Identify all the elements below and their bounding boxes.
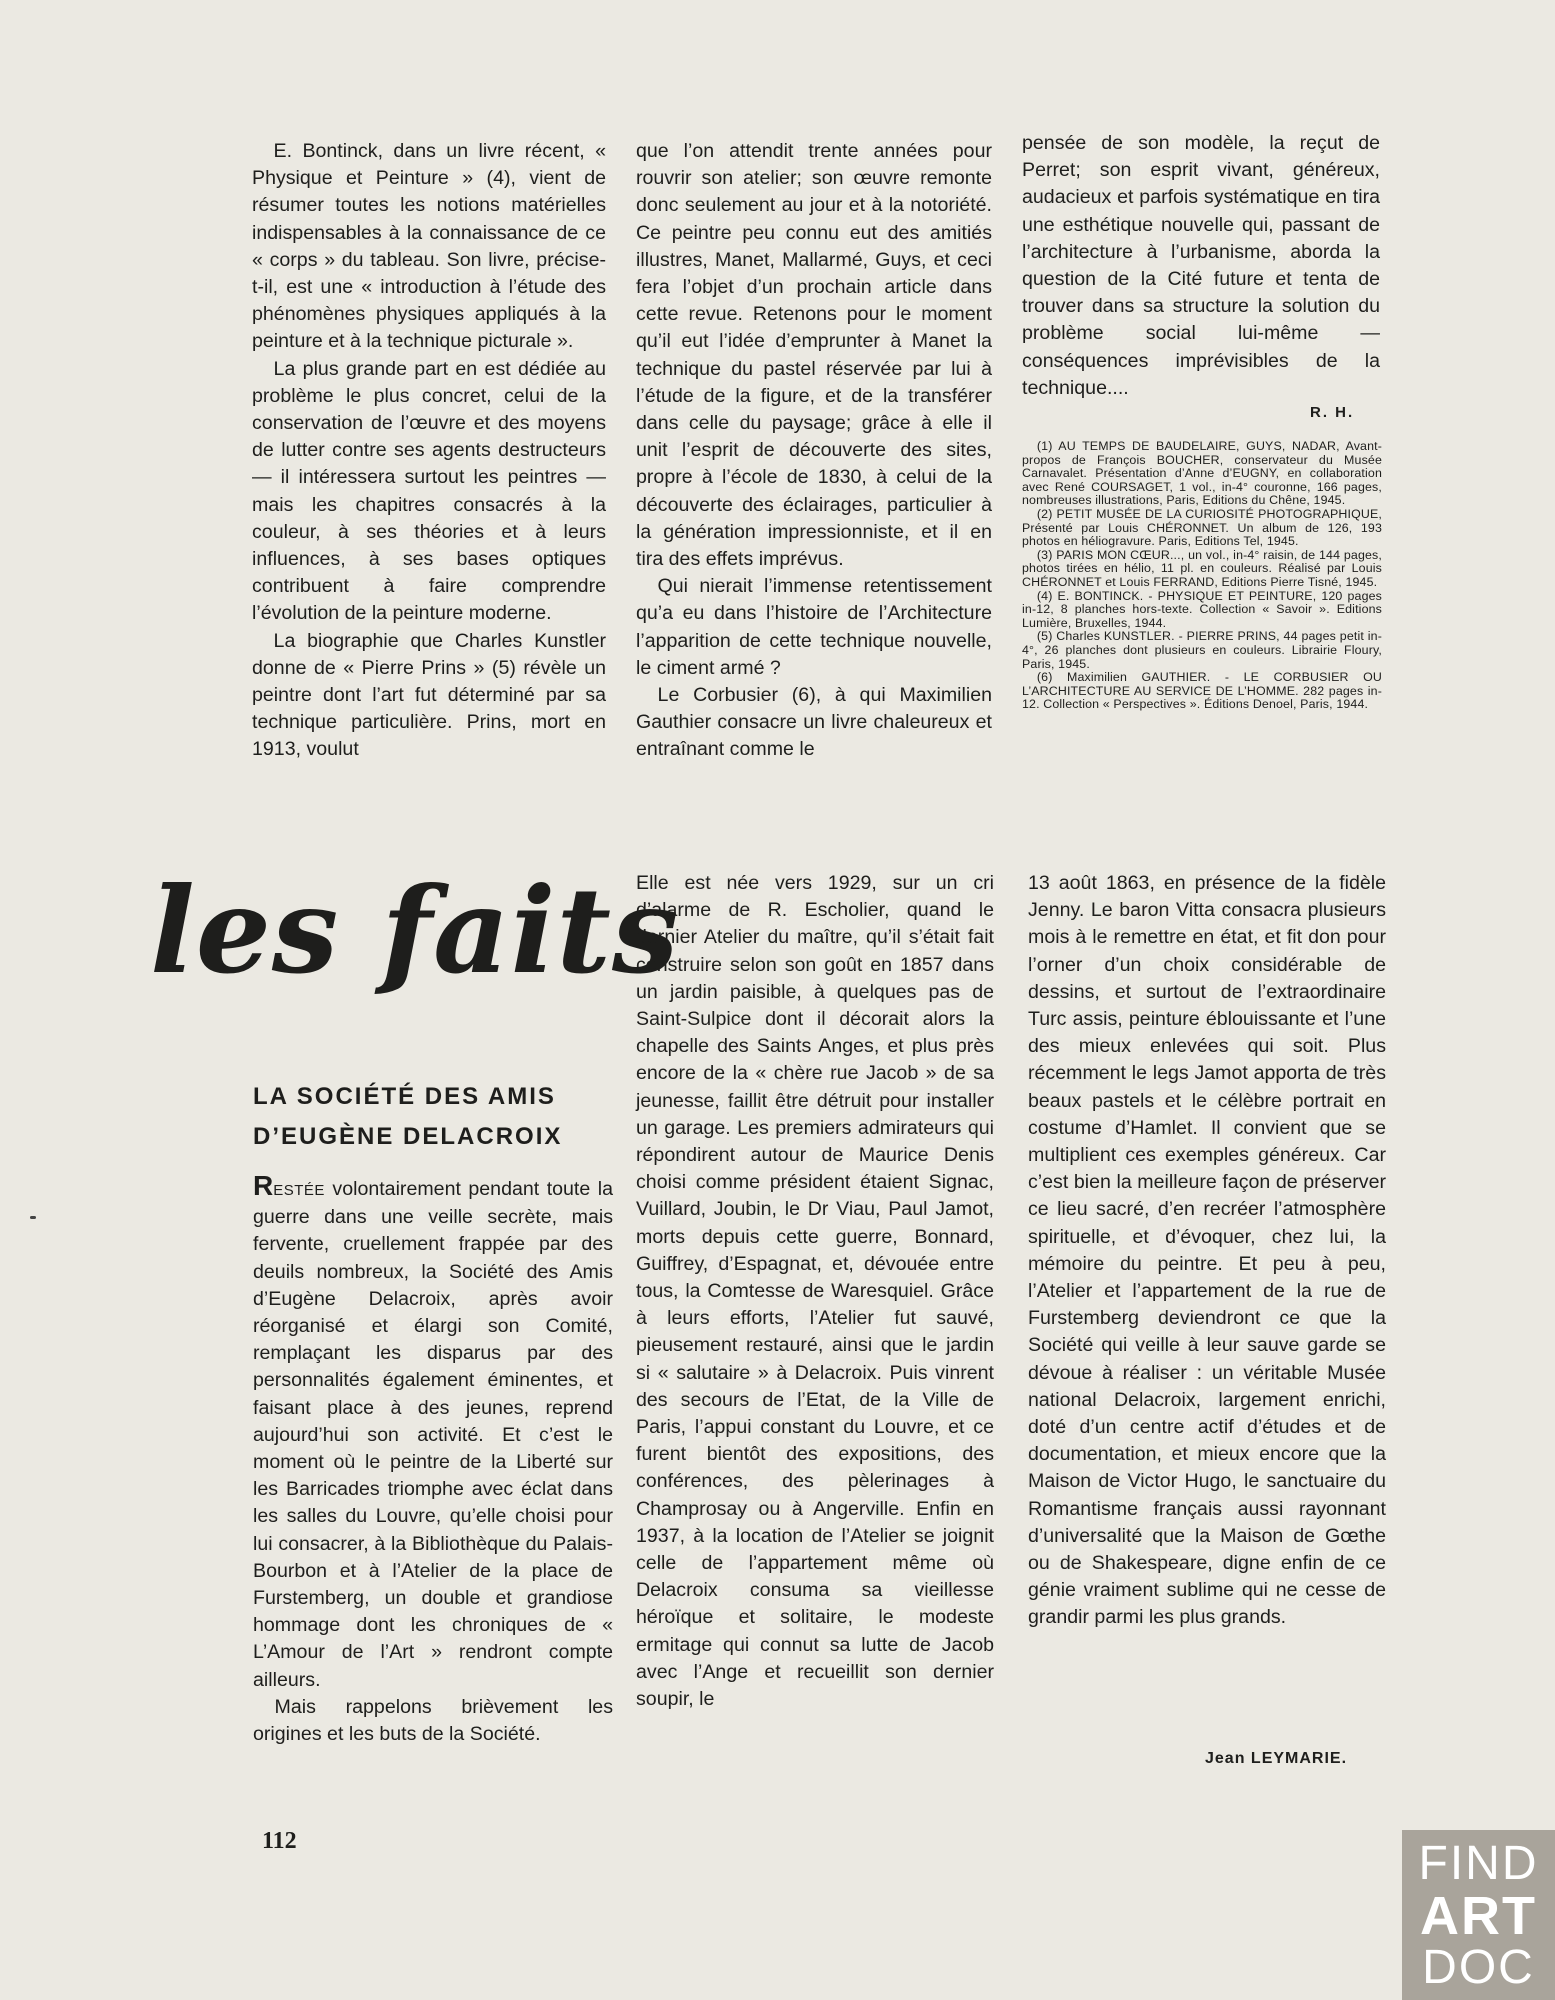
paragraph-text: volontairement pendant toute la guerre dans une veille secrète, mais fervente, cruellement frappée par des deuils nombreux, la Société des Amis d’Eugène Delacroix, après avoir réorganisé et élargi son Comité, remplaçant les disparus par des personnalités également éminentes, et faisant place à des jeunes, reprend aujourd’hui son activité. Et c’est le moment où le peintre de la Liberté sur les Barricades triomphe avec éclat dans les salles du Louvre, qu’elle choisi pour lui consacrer, à la Bibliothèque du Palais-Bourbon et à l’Atelier de la place de Furstemberg, un double et grandiose hommage dont les chroniques de « L’Amour de l’Art » rendront compte ailleurs. bbox=[253, 1178, 613, 1691]
footnote: (1) AU TEMPS DE BAUDELAIRE, GUYS, NADAR, Avant-propos de François BOUCHER, conservateur du Musée Carnavalet. Présentation d’Anne d’EUGNY, en collaboration avec René COURSAGET, 1 vol., in-4° couronne, 166 pages, nombreuses illustrations, Paris, Editions du Chêne, 1945. bbox=[1022, 439, 1382, 508]
watermark-line: FIND bbox=[1418, 1837, 1539, 1890]
paragraph: 13 août 1863, en présence de la fidèle Jenny. Le baron Vitta consacra plusieurs mois à le remettre en état, et fit don pour l’orner d’un choix considérable de dessins, et surtout de l’extraordinaire Turc assis, peinture éblouissante et l’une des mieux enlevées qui soit. Plus récemment le legs Jamot apporta de très beaux pastels et le célèbre portrait en costume d’Hamlet. Il convient que se multiplient ces exemples généreux. Car c’est bien la meilleure façon de préserver ce lieu sacré, d’en recréer l’atmosphère spirituelle, et d’évoquer, chez lui, la mémoire du peintre. Et peu à peu, l’Atelier et l’appartement de la rue de Furstemberg deviendront ce que la Société qui veille à leur sauve garde se dévoue à réaliser : un véritable Musée national Delacroix, largement enrichi, doté d’un centre actif d’études et de documentation, et mieux encore que la Maison de Victor Hugo, le sanctuaire du Romantisme français aussi rayonnant d’universalité que la Maison de Gœthe ou de Shakespeare, digne enfin de ce génie vraiment sublime qui ne cesse de grandir parmi les plus grands. bbox=[1028, 872, 1386, 1629]
watermark-logo bbox=[1402, 1830, 1555, 2000]
footnote: (4) E. BONTINCK. - PHYSIQUE ET PEINTURE, 120 pages in-12, 8 planches hors-texte. Collection « Savoir ». Editions Lumière, Bruxelles, 1944. bbox=[1022, 588, 1382, 630]
bottom-column-3 bbox=[1028, 870, 1386, 1632]
paragraph: Mais rappelons brièvement les origines et les buts de la Société. bbox=[253, 1695, 613, 1746]
paragraph: E. Bontinck, dans un livre récent, « Physique et Peinture » (4), vient de résumer toutes les notions matérielles indispensables à la connaissance de ce « corps » du tableau. Son livre, précise-t-il, est une « introduction à l’étude des phénomènes physiques appliqués à la peinture et à la technique picturale ». bbox=[252, 140, 606, 353]
footnote: (6) Maximilien GAUTHIER. - LE CORBUSIER OU L’ARCHITECTURE AU SERVICE DE L’HOMME. 282 pages in-12. Collection « Perspectives ». Éditions Denoel, Paris, 1944. bbox=[1022, 670, 1382, 712]
paragraph: La biographie que Charles Kunstler donne de « Pierre Prins » (5) révèle un peintre dont l’art fut déterminé par sa technique particulière. Prins, mort en 1913, voulut bbox=[252, 629, 606, 761]
small-caps-word: ESTÉE bbox=[273, 1182, 325, 1199]
watermark-line: DOC bbox=[1422, 1941, 1535, 1994]
top-column-2 bbox=[636, 138, 992, 764]
ink-speck bbox=[30, 1216, 36, 1219]
paragraph bbox=[253, 1172, 613, 1694]
article-title-line: D’EUGÈNE DELACROIX bbox=[253, 1123, 563, 1150]
top-column-3 bbox=[1022, 130, 1380, 402]
footnote: (3) PARIS MON CŒUR..., un vol., in-4° raisin, de 144 pages, photos tirées en hélio, 11 pl. en couleurs. Réalisé par Louis CHÉRONNET et Louis FERRAND, Editions Pierre Tisné, 1945. bbox=[1022, 547, 1382, 589]
watermark-line: ART bbox=[1420, 1886, 1537, 1946]
paragraph: Qui nierait l’immense retentissement qu’a eu dans l’histoire de l’Architecture l’apparition de cette technique nouvelle, le ciment armé ? bbox=[636, 575, 992, 679]
paragraph: que l’on attendit trente années pour rouvrir son atelier; son œuvre remonte donc seulement au jour et à la notoriété. Ce peintre peu connu eut des amitiés illustres, Manet, Mallarmé, Guys, et ceci fera l’objet d’un prochain article dans cette revue. Retenons pour le moment qu’il eut l’idée d’emprunter à Manet la technique du pastel réservée par lui à l’étude de la figure, et de la transférer dans celle du paysage; grâce à elle il unit l’esprit de découverte des sites, propre à l’école de 1830, à celui de la découverte des éclairages, particulier à la génération impressionniste, et il en tira des effets imprévus. bbox=[636, 140, 992, 571]
paragraph: Elle est née vers 1929, sur un cri d’alarme de R. Escholier, quand le dernier Atelier du maître, qu’il s’était fait construire selon son goût en 1857 dans un jardin paisible, à quelques pas de Saint-Sulpice dont il décorait alors la chapelle des Saints Anges, et plus près encore de la « chère rue Jacob » de sa jeunesse, faillit être détruit pour installer un garage. Les premiers admirateurs qui répondirent autour de Maurice Denis choisi comme président étaient Signac, Vuillard, Joubin, le Dr Viau, Paul Jamot, morts depuis cette guerre, Bonnard, Guiffrey, d’Espagnat, et, dévouée entre tous, la Comtesse de Waresquiel. Grâce à leurs efforts, l’Atelier fut sauvé, pieusement restauré, ainsi que le jardin si « salutaire » à Delacroix. Puis vinrent des secours de l’Etat, de la Ville de Paris, l’appui constant du Louvre, et ce furent bientôt des expositions, des conférences, des pèlerinages à Champrosay ou à Angerville. Enfin en 1937, à la location de l’Atelier se joignit celle de l’appartement même où Delacroix consuma sa vieillesse héroïque et solitaire, le modeste ermitage qui connut sa lutte de Jacob avec l’Ange et recueillit son dernier soupir, le bbox=[636, 872, 994, 1711]
author-signature-initials: R. H. bbox=[1310, 404, 1355, 421]
article-title-line: LA SOCIÉTÉ DES AMIS bbox=[253, 1083, 556, 1110]
top-column-1 bbox=[252, 138, 606, 764]
drop-cap: R bbox=[253, 1170, 274, 1201]
paragraph: pensée de son modèle, la reçut de Perret; son esprit vivant, généreux, audacieux et parfois systématique en tira une esthétique nouvelle qui, passant de l’architecture à l’urbanisme, aborda la question de la Cité future et tenta de trouver dans sa structure la solution du problème social lui-même — conséquences imprévisibles de la technique.... bbox=[1022, 132, 1380, 399]
footnote: (2) PETIT MUSÉE DE LA CURIOSITÉ PHOTOGRAPHIQUE, Présenté par Louis CHÉRONNET. Un album de 126, 193 photos en héliogravure. Paris, Editions Tel, 1945. bbox=[1022, 506, 1382, 549]
page-number: 112 bbox=[262, 1828, 297, 1854]
author-signature: Jean LEYMARIE. bbox=[1205, 1750, 1348, 1767]
paragraph: La plus grande part en est dédiée au problème le plus concret, celui de la conservation de l’œuvre et des moyens de lutter contre ses agents destructeurs — il intéressera surtout les peintres — mais les chapitres consacrés à la couleur, à ses théories et à leurs influences, à ses bases optiques contribuent à faire comprendre l’évolution de la peinture moderne. bbox=[252, 357, 606, 625]
footnotes bbox=[1022, 440, 1382, 712]
section-headline: les faits bbox=[150, 861, 680, 1000]
bottom-column-2 bbox=[636, 870, 994, 1713]
paragraph: Le Corbusier (6), à qui Maximilien Gauthier consacre un livre chaleureux et entraînant comme le bbox=[636, 684, 992, 761]
footnote: (5) Charles KUNSTLER. - PIERRE PRINS, 44 pages petit in-4°, 26 planches dont plusieurs en couleurs. Librairie Floury, Paris, 1945. bbox=[1022, 629, 1382, 671]
article-title bbox=[253, 1077, 623, 1157]
bottom-column-1 bbox=[253, 1172, 613, 1748]
